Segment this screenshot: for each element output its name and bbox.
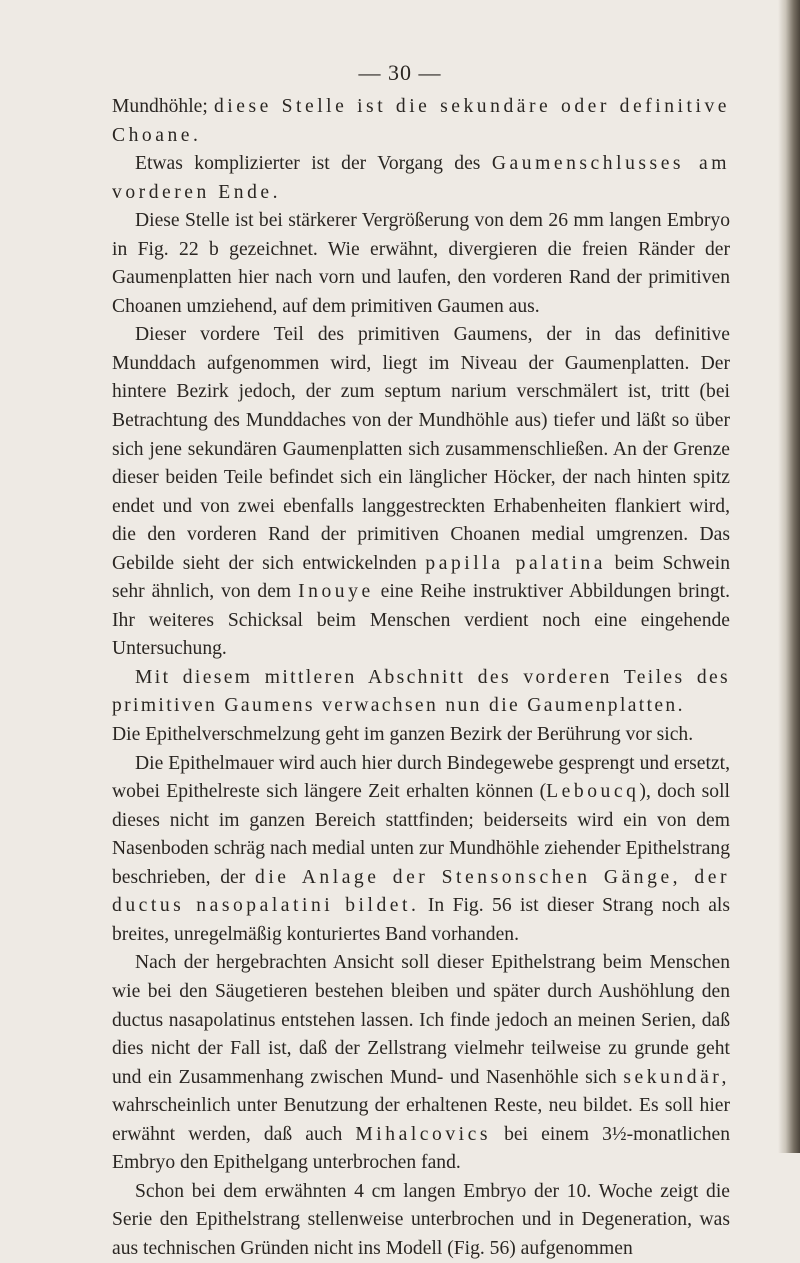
emphasis-stensonsche-gaenge: die Anlage der Stensonschen Gänge, der ductus nasopalatini bildet.	[112, 866, 730, 917]
paragraph-2: Etwas komplizierter ist der Vorgang des Gaumenschlusses am vorderen Ende.	[112, 153, 730, 203]
emphasis-papilla-palatina: papilla palatina	[425, 552, 606, 574]
author-leboucq: Leboucq	[546, 781, 640, 803]
paragraph-8: Schon bei dem erwähnten 4 cm langen Embryo der 10. Woche zeigt die Serie den Epithelstrang stellenweise unterbrochen und in Degeneration, was aus technischen Gründen nicht ins Modell (Fig. 56) aufgenommen	[112, 1180, 730, 1259]
emphasis-sekundaer: sekundär,	[623, 1066, 730, 1088]
paragraph-4: Dieser vordere Teil des primitiven Gaumens, der in das definitive Munddach aufgenommen wird, liegt im Niveau der Gaumenplatten. Der hintere Bezirk jedoch, der zum septum narium verschmälert ist, tritt (bei Betrachtung des Munddaches von der Mundhöhle aus) tiefer und läßt so über sich jene sekundären Gaumenplatten sich zusammenschließen. An der Grenze dieser beiden Teile befindet sich ein länglicher Höcker, der nach hinten spitz endet und von zwei ebenfalls langgestreckten Erhabenheiten flankiert wird, die den vorderen Rand der primitiven Choanen medial umgrenzen. Das Gebilde sieht der sich entwickelnden papilla palatina beim Schwein sehr ähnlich, von dem Inouye eine Reihe instruktiver Abbildungen bringt. Ihr weiteres Schicksal beim Menschen verdient noch eine eingehende Untersuchung.	[112, 324, 730, 660]
paragraph-5: Mit diesem mittleren Abschnitt des vorderen Teiles des primitiven Gaumens verwachsen nun die Gaumenplatten.	[112, 666, 730, 717]
body-text	[112, 93, 730, 1263]
paragraph-5b: Die Epithelverschmelzung geht im ganzen Bezirk der Berührung vor sich.	[112, 724, 694, 746]
author-inouye: Inouye	[298, 581, 374, 603]
paragraph-1: Mundhöhle; diese Stelle ist die sekundäre oder definitive Choane.	[112, 96, 730, 146]
page-number: — 30 —	[358, 60, 442, 85]
emphasis-gaumenschluss: Gaumenschlusses am vorderen Ende.	[112, 153, 730, 203]
paragraph-6: Die Epithelmauer wird auch hier durch Bindegewebe gesprengt und ersetzt, wobei Epithelreste sich längere Zeit erhalten können (Leboucq), doch soll dieses nicht im ganzen Bereich stattfinden; beiderseits wird ein von dem Nasenboden schräg nach medial unten zur Mundhöhle ziehender Epithelstrang beschrieben, der die Anlage der Stensonschen Gänge, der ductus nasopalatini bildet. In Fig. 56 ist dieser Strang noch als breites, unregelmäßig konturiertes Band vorhanden.	[112, 752, 730, 945]
paragraph-7: Nach der hergebrachten Ansicht soll dieser Epithelstrang beim Menschen wie bei den Säugetieren bestehen bleiben und später durch Aushöhlung den ductus nasapolatinus entstehen lassen. Ich finde jedoch an meinen Serien, daß dies nicht der Fall ist, daß der Zellstrang vielmehr teilweise zu grunde geht und ein Zusammenhang zwischen Mund- und Nasenhöhle sich sekundär, wahrscheinlich unter Benutzung der erhaltenen Reste, neu bildet. Es soll hier erwähnt werden, daß auch Mihalcovics bei einem 3½-monatlichen Embryo den Epithelgang unterbrochen fand.	[112, 952, 730, 1174]
page-edge-shadow	[778, 0, 800, 1153]
emphasis-definitive-choane: diese Stelle ist die sekundäre oder definitive Choane.	[112, 96, 730, 146]
paragraph-3: Diese Stelle ist bei stärkerer Vergrößerung von dem 26 mm langen Embryo in Fig. 22 b gezeichnet. Wie erwähnt, divergieren die freien Ränder der Gaumenplatten hier nach vorn und laufen, den vorderen Rand der primitiven Choanen umziehend, auf dem primitiven Gaumen aus.	[112, 210, 730, 317]
author-mihalcovics: Mihalcovics	[355, 1123, 492, 1145]
